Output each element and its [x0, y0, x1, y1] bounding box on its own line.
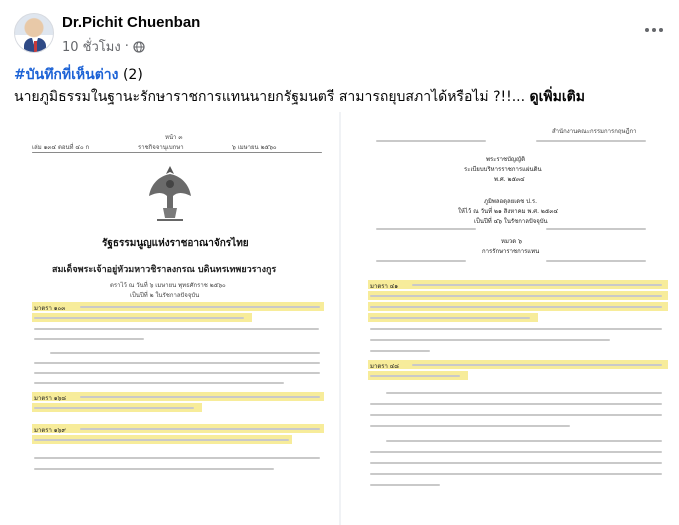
avatar-tie — [34, 41, 37, 52]
text-line — [34, 328, 319, 330]
doc-title-1: พระราชบัญญัติ — [486, 156, 525, 163]
text-line — [34, 338, 144, 340]
image-divider — [339, 112, 341, 525]
more-dot — [659, 28, 663, 32]
post-meta — [62, 36, 145, 57]
doc-king: ภูมิพลอดุลยเดช ป.ร. — [484, 198, 538, 205]
post-time[interactable]: 10 ชั่วโมง — [62, 40, 121, 55]
doc-section-a: มาตรา ๑๐๓ — [34, 305, 66, 312]
see-more-link[interactable]: ดูเพิ่มเติม — [529, 89, 585, 105]
doc-section-a: มาตรา ๔๑ — [370, 283, 399, 290]
text-line — [412, 364, 662, 366]
text-line — [370, 425, 570, 427]
more-dot — [652, 28, 656, 32]
constitution-page-image[interactable] — [10, 112, 334, 525]
doc-header-left: เล่ม ๑๓๔ ตอนที่ ๔๐ ก — [32, 144, 90, 151]
doc-header-right: ๖ เมษายน ๒๕๖๐ — [232, 144, 277, 151]
doc-title-2: ระเบียบบริหารราชการแผ่นดิน — [464, 166, 542, 173]
watermark-line — [376, 228, 476, 230]
text-line — [370, 350, 430, 352]
text-line — [370, 328, 662, 330]
garuda-emblem-icon — [145, 162, 195, 224]
text-line — [412, 284, 662, 286]
text-line — [370, 414, 662, 416]
watermark-line — [376, 140, 486, 142]
watermark-line — [536, 140, 646, 142]
doc-office: สำนักงานคณะกรรมการกฤษฎีกา — [552, 128, 637, 135]
doc-section-b: มาตรา ๔๘ — [370, 363, 399, 370]
author-name[interactable]: Dr.Pichit Chuenban — [62, 14, 201, 31]
doc-given-date: ให้ไว้ ณ วันที่ ๒๑ สิงหาคม พ.ศ. ๒๕๓๔ — [458, 208, 559, 215]
post-text — [14, 86, 585, 108]
watermark-line — [376, 260, 466, 262]
hashtag-count: (2) — [122, 67, 143, 83]
text-line — [370, 484, 440, 486]
text-line — [370, 306, 662, 308]
text-line — [34, 468, 274, 470]
text-line — [34, 439, 289, 441]
text-line — [370, 339, 610, 341]
doc-header-mid: ราชกิจจานุเบกษา — [138, 144, 184, 151]
text-line — [370, 451, 662, 453]
doc-page-label: หน้า ๓ — [165, 134, 183, 141]
text-line — [34, 382, 284, 384]
doc-reign: เป็นปีที่ ๔๖ ในรัชกาลปัจจุบัน — [474, 218, 548, 225]
hashtag-line — [14, 64, 143, 86]
post-body: นายภูมิธรรมในฐานะรักษาราชการแทนนายกรัฐมนตรี สามารถยุบสภาได้หรือไม่ ?!!... — [14, 89, 526, 105]
text-line — [34, 362, 320, 364]
text-line — [386, 440, 662, 442]
text-line — [80, 428, 320, 430]
author-avatar[interactable] — [14, 13, 54, 53]
doc-part: หมวด ๖ — [501, 238, 522, 245]
globe-icon[interactable] — [133, 41, 145, 53]
more-dot — [645, 28, 649, 32]
doc-title: รัฐธรรมนูญแห่งราชอาณาจักรไทย — [102, 238, 249, 249]
text-line — [386, 392, 662, 394]
text-line — [370, 317, 530, 319]
more-options-icon[interactable] — [640, 20, 668, 40]
text-line — [370, 473, 662, 475]
meta-separator: · — [124, 39, 129, 54]
text-line — [80, 306, 320, 308]
text-line — [34, 407, 194, 409]
doc-title-3: พ.ศ. ๒๕๓๔ — [494, 176, 525, 183]
text-line — [370, 375, 460, 377]
doc-given-date: ตราไว้ ณ วันที่ ๖ เมษายน พุทธศักราช ๒๕๖๐ — [110, 282, 226, 289]
watermark-line — [546, 228, 646, 230]
doc-reign: เป็นปีที่ ๒ ในรัชกาลปัจจุบัน — [130, 292, 200, 299]
admin-act-page-image[interactable] — [346, 112, 679, 525]
text-line — [34, 372, 320, 374]
text-line — [34, 457, 320, 459]
text-line — [50, 352, 320, 354]
text-line — [80, 396, 320, 398]
watermark-line — [546, 260, 646, 262]
text-line — [370, 403, 662, 405]
text-line — [34, 317, 244, 319]
doc-section-b: มาตรา ๑๖๘ — [34, 395, 66, 402]
doc-section-c: มาตรา ๑๖๙ — [34, 427, 66, 434]
doc-part-title: การรักษาราชการแทน — [482, 248, 540, 255]
text-line — [370, 462, 662, 464]
text-line — [370, 295, 662, 297]
doc-header-rule — [32, 152, 322, 153]
doc-subtitle: สมเด็จพระเจ้าอยู่หัวมหาวชิราลงกรณ บดินทรเทพยวรางกูร — [52, 265, 277, 275]
hashtag-link[interactable]: #บันทึกที่เห็นต่าง — [14, 67, 119, 83]
